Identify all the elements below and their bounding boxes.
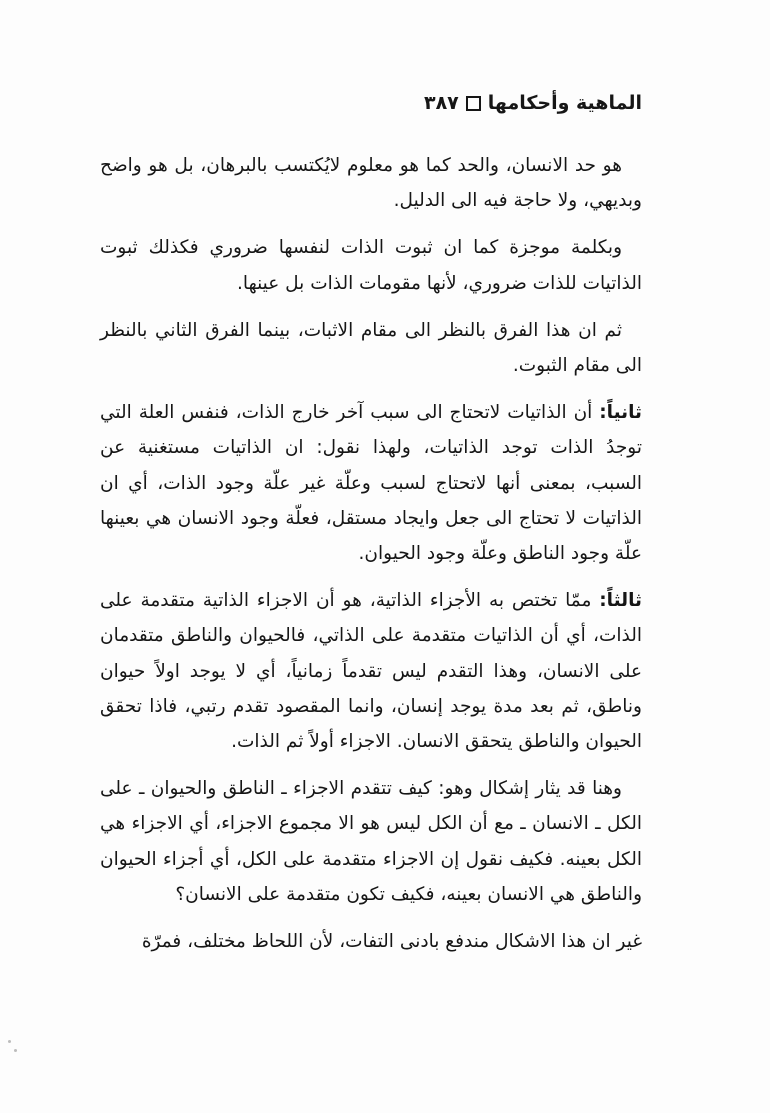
scan-speck — [14, 1049, 17, 1052]
paragraph-lead: ثالثاً: — [599, 590, 642, 612]
paragraph — [100, 395, 642, 571]
paragraph — [100, 771, 642, 912]
paragraph — [100, 230, 642, 300]
paragraph-text: أن الذاتيات لاتحتاج الى سبب آخر خارج الذات، فنفس العلة التي توجدُ الذات توجد الذاتيات، ولهذا نقول: ان الذاتيات مستغنية عن السبب، بمعنى أنها لاتحتاج لسبب وعلّة غير علّة وجود الذات، أي ان الذاتيات لا تحتاج الى جعل وايجاد مستقل، فعلّة وجود الانسان هي بعينها علّة وجود الناطق وعلّة وجود الحيوان. — [100, 402, 642, 565]
paragraph-text: ثم ان هذا الفرق بالنظر الى مقام الاثبات، بينما الفرق الثاني بالنظر الى مقام الثبوت. — [100, 319, 642, 377]
paragraph — [100, 148, 642, 218]
paragraph-text: وهنا قد يثار إشكال وهو: كيف تتقدم الاجزاء ـ الناطق والحيوان ـ على الكل ـ الانسان ـ مع أن الكل ليس هو الا مجموع الاجزاء، أي الاجزاء هي الكل بعينه. فكيف نقول إن الاجزاء متقدمة على الكل، أي أجزاء الحيوان والناطق هي الانسان بعينه، فكيف تكون متقدمة على الانسان؟ — [100, 778, 642, 905]
paragraph-text: ممّا تختص به الأجزاء الذاتية، هو أن الاجزاء الذاتية متقدمة على الذات، أي أن الذاتيات متقدمة على الذاتي، فالحيوان والناطق متقدمان على الانسان، وهذا التقدم ليس تقدماً زمانياً، أي لا يوجد اولاً حيوان وناطق، ثم بعد مدة يوجد إنسان، وانما المقصود تقدم رتبي، فاذا تحقق الحيوان والناطق يتحقق الانسان. الاجزاء أولاً ثم الذات. — [100, 590, 642, 753]
paragraph-text: هو حد الانسان، والحد كما هو معلوم لايُكتسب بالبرهان، بل هو واضح وبديهي، ولا حاجة فيه الى الدليل. — [100, 155, 642, 212]
paragraph-text: غير ان هذا الاشكال مندفع بادنى التفات، لأن اللحاظ مختلف، فمرّة — [141, 931, 642, 953]
paragraph-text: وبكلمة موجزة كما ان ثبوت الذات لنفسها ضروري فكذلك ثبوت الذاتيات للذات ضروري، لأنها مقومات الذات بل عينها. — [100, 237, 642, 294]
page-header — [424, 92, 642, 114]
page-number: ٣٨٧ — [423, 92, 459, 114]
paragraph-lead: ثانياً: — [599, 402, 642, 424]
header-title: الماهية وأحكامها — [487, 92, 642, 114]
scan-speck — [8, 1040, 11, 1043]
square-separator-icon — [466, 96, 481, 111]
page-body — [100, 148, 642, 971]
paragraph — [100, 313, 642, 383]
paragraph — [100, 583, 642, 759]
paragraph — [100, 924, 642, 959]
